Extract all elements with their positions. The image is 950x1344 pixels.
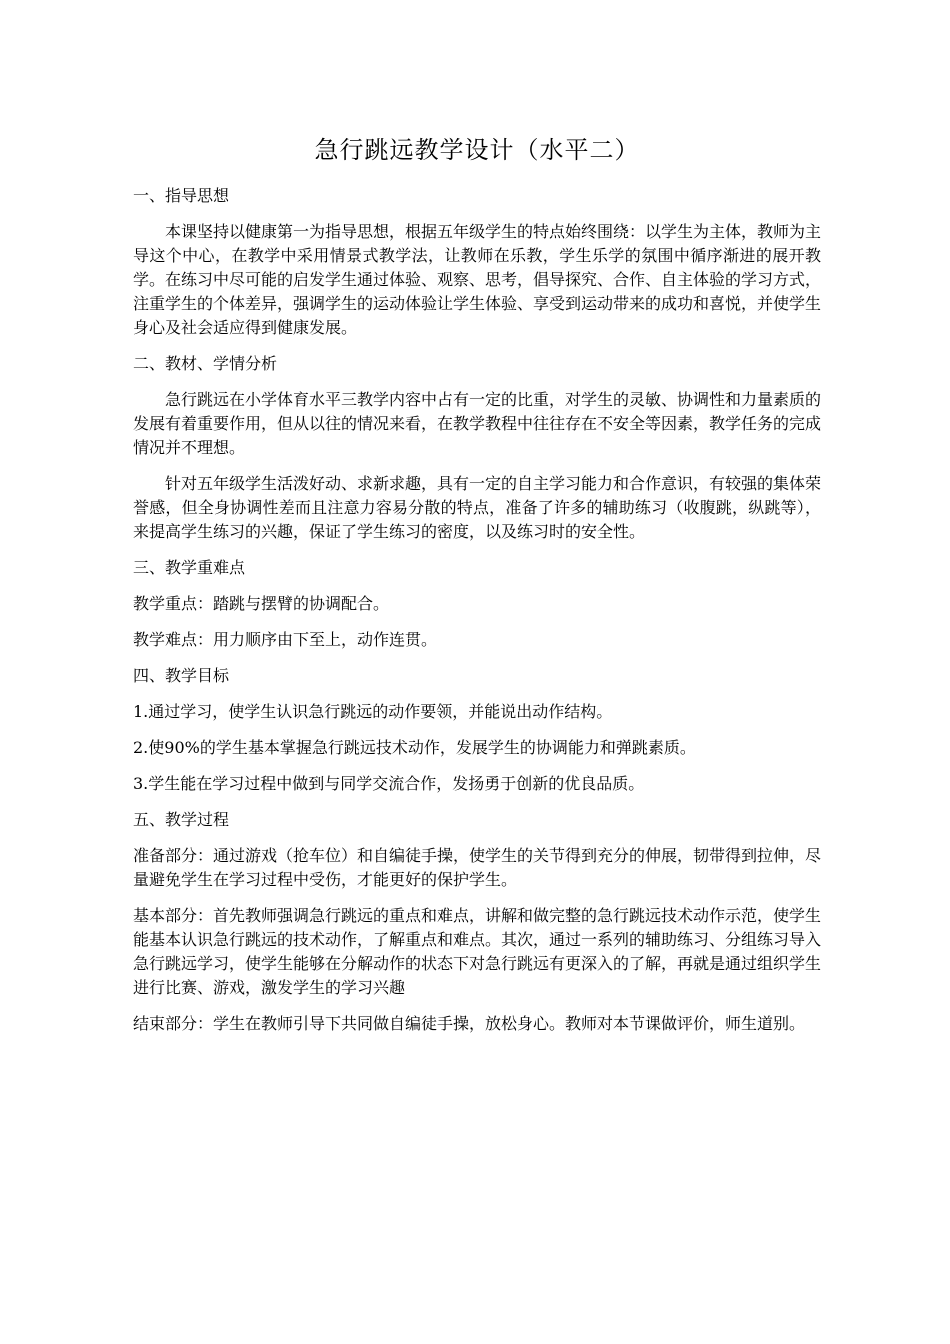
section-guiding-ideology [133, 184, 821, 340]
section-heading: 三、教学重难点 [133, 558, 246, 577]
section-heading: 四、教学目标 [133, 666, 230, 685]
section-heading: 二、教材、学情分析 [133, 354, 278, 373]
section-key-difficulties [133, 556, 821, 652]
process-item-basic: 基本部分：首先教师强调急行跳远的重点和难点，讲解和做完整的急行跳远技术动作示范，使学生能基本认识急行跳远的技术动作，了解重点和难点。其次，通过一系列的辅助练习、分组练习导入急行跳远学习，使学生能够在分解动作的状态下对急行跳远有更深入的了解，再就是通过组织学生进行比赛、游戏，激发学生的学习兴趣 [133, 906, 822, 997]
goal-item: 2.使90%的学生基本掌握急行跳远技术动作，发展学生的协调能力和弹跳素质。 [133, 738, 696, 757]
difficulty-item: 教学难点：用力顺序由下至上，动作连贯。 [133, 630, 438, 649]
process-item-preparation: 准备部分：通过游戏（抢车位）和自编徒手操，使学生的关节得到充分的伸展，韧带得到拉伸，尽量避免学生在学习过程中受伤，才能更好的保护学生。 [133, 846, 822, 889]
section-heading: 五、教学过程 [133, 810, 230, 829]
section-paragraph: 本课坚持以健康第一为指导思想，根据五年级学生的特点始终围绕：以学生为主体，教师为主导这个中心，在教学中采用情景式教学法，让教师在乐教，学生乐学的氛围中循序渐进的展开教学。在练习中尽可能的启发学生通过体验、观察、思考，倡导探究、合作、自主体验的学习方式，注重学生的个体差异，强调学生的运动体验让学生体验、享受到运动带来的成功和喜悦，并使学生身心及社会适应得到健康发展。 [133, 222, 822, 337]
goal-item: 3.学生能在学习过程中做到与同学交流合作，发扬勇于创新的优良品质。 [133, 774, 645, 793]
section-material-analysis [133, 352, 821, 544]
section-paragraph: 急行跳远在小学体育水平三教学内容中占有一定的比重，对学生的灵敏、协调性和力量素质的发展有着重要作用，但从以往的情况来看，在教学教程中往往存在不安全等因素，教学任务的完成情况并不理想。 [133, 390, 822, 457]
section-teaching-process [133, 808, 821, 1036]
section-paragraph: 针对五年级学生活泼好动、求新求趣，具有一定的自主学习能力和合作意识，有较强的集体荣誉感，但全身协调性差而且注意力容易分散的特点，准备了许多的辅助练习（收腹跳，纵跳等），来提高学生练习的兴趣，保证了学生练习的密度，以及练习时的安全性。 [133, 474, 822, 541]
goal-item: 1.通过学习，使学生认识急行跳远的动作要领，并能说出动作结构。 [133, 702, 613, 721]
process-item-ending: 结束部分：学生在教师引导下共同做自编徒手操，放松身心。教师对本节课做评价，师生道别。 [133, 1014, 806, 1033]
section-teaching-goals [133, 664, 821, 796]
key-point-item: 教学重点：踏跳与摆臂的协调配合。 [133, 594, 390, 613]
document-page [133, 130, 821, 1048]
section-heading: 一、指导思想 [133, 186, 230, 205]
document-title: 急行跳远教学设计（水平二） [314, 136, 640, 164]
